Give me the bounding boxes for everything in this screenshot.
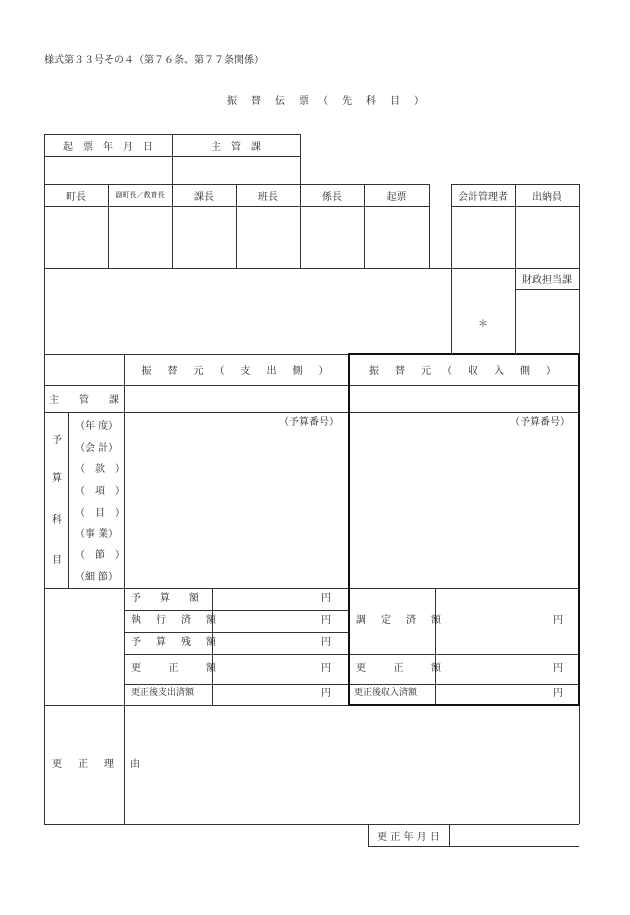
amount-label-revision-right: 更 正 額 (356, 663, 444, 674)
revision-date-label: 更 正 年 月 日 (377, 831, 440, 843)
yen-5: 円 (321, 688, 331, 699)
budget-char-4: 目 (52, 555, 62, 566)
finance-label: 財政担当課 (522, 275, 572, 286)
role-section-chief: 課長 (194, 191, 214, 203)
budget-item-year: （年 度） (75, 421, 119, 432)
revision-date-field[interactable] (449, 824, 579, 846)
yen-4: 円 (321, 663, 331, 674)
budget-char-1: 予 (52, 435, 62, 446)
role-cashier: 出納員 (532, 191, 562, 203)
budget-item-account: （会 計） (75, 443, 119, 454)
budget-item-project: （事 業） (75, 529, 119, 540)
yen-8: 円 (553, 688, 563, 699)
budget-number-label-left: （予算番号） (279, 417, 339, 428)
reason-label: 更 正 理 由 (52, 759, 143, 770)
budget-item-moku: （ 目 ） (75, 508, 125, 519)
amount-label-assessed: 調 定 済 額 (356, 615, 444, 626)
amount-label-after-revenue: 更正後収入済額 (354, 688, 418, 698)
amount-label-budget: 予 算 額 (131, 593, 204, 604)
revenue-side-box (348, 353, 580, 706)
amount-label-remaining: 予 算 残 額 (131, 637, 219, 648)
role-drafter: 起票 (386, 191, 407, 203)
to-header: 振 替 元 （ 収 入 側 ） (369, 366, 559, 377)
form-title: 振 替 伝 票 （ 先 科 目 ） (227, 96, 426, 107)
dept-row-label: 主 管 課 (49, 395, 119, 406)
yen-6: 円 (553, 615, 563, 626)
role-mayor: 町長 (66, 191, 86, 203)
amount-label-revision-left: 更 正 額 (131, 663, 219, 674)
yen-7: 円 (553, 663, 563, 674)
yen-2: 円 (321, 615, 331, 626)
date-label: 起 票 年 月 日 (63, 141, 153, 153)
asterisk-mark: ＊ (478, 318, 488, 330)
role-staff-chief: 係長 (322, 191, 342, 203)
yen-3: 円 (321, 637, 331, 648)
budget-char-2: 算 (52, 473, 62, 484)
amount-label-after-expense: 更正後支出済額 (131, 688, 195, 698)
budget-item-kou: （ 項 ） (75, 486, 125, 497)
budget-item-saisetsu: （細 節） (75, 572, 119, 583)
budget-item-kan: （ 款 ） (75, 464, 125, 475)
dept-value-cell[interactable] (172, 156, 301, 185)
role-accountant: 会計管理者 (458, 191, 508, 203)
yen-1: 円 (321, 593, 331, 604)
role-unit-chief: 班長 (258, 191, 278, 203)
from-header: 振 替 元 （ 支 出 側 ） (141, 366, 332, 377)
dept-label: 主 管 課 (211, 141, 261, 153)
date-value-cell[interactable] (44, 156, 172, 185)
amount-label-executed: 執 行 済 額 (131, 615, 219, 626)
budget-number-label-right: （予算番号） (510, 417, 570, 428)
form-reference: 様式第３３号その４（第７６条、第７７条関係） (44, 55, 264, 66)
reason-field[interactable] (124, 705, 580, 825)
budget-item-setsu: （ 節 ） (75, 550, 125, 561)
budget-char-3: 科 (52, 515, 62, 526)
role-deputy: 副町長／教育長 (115, 191, 165, 199)
